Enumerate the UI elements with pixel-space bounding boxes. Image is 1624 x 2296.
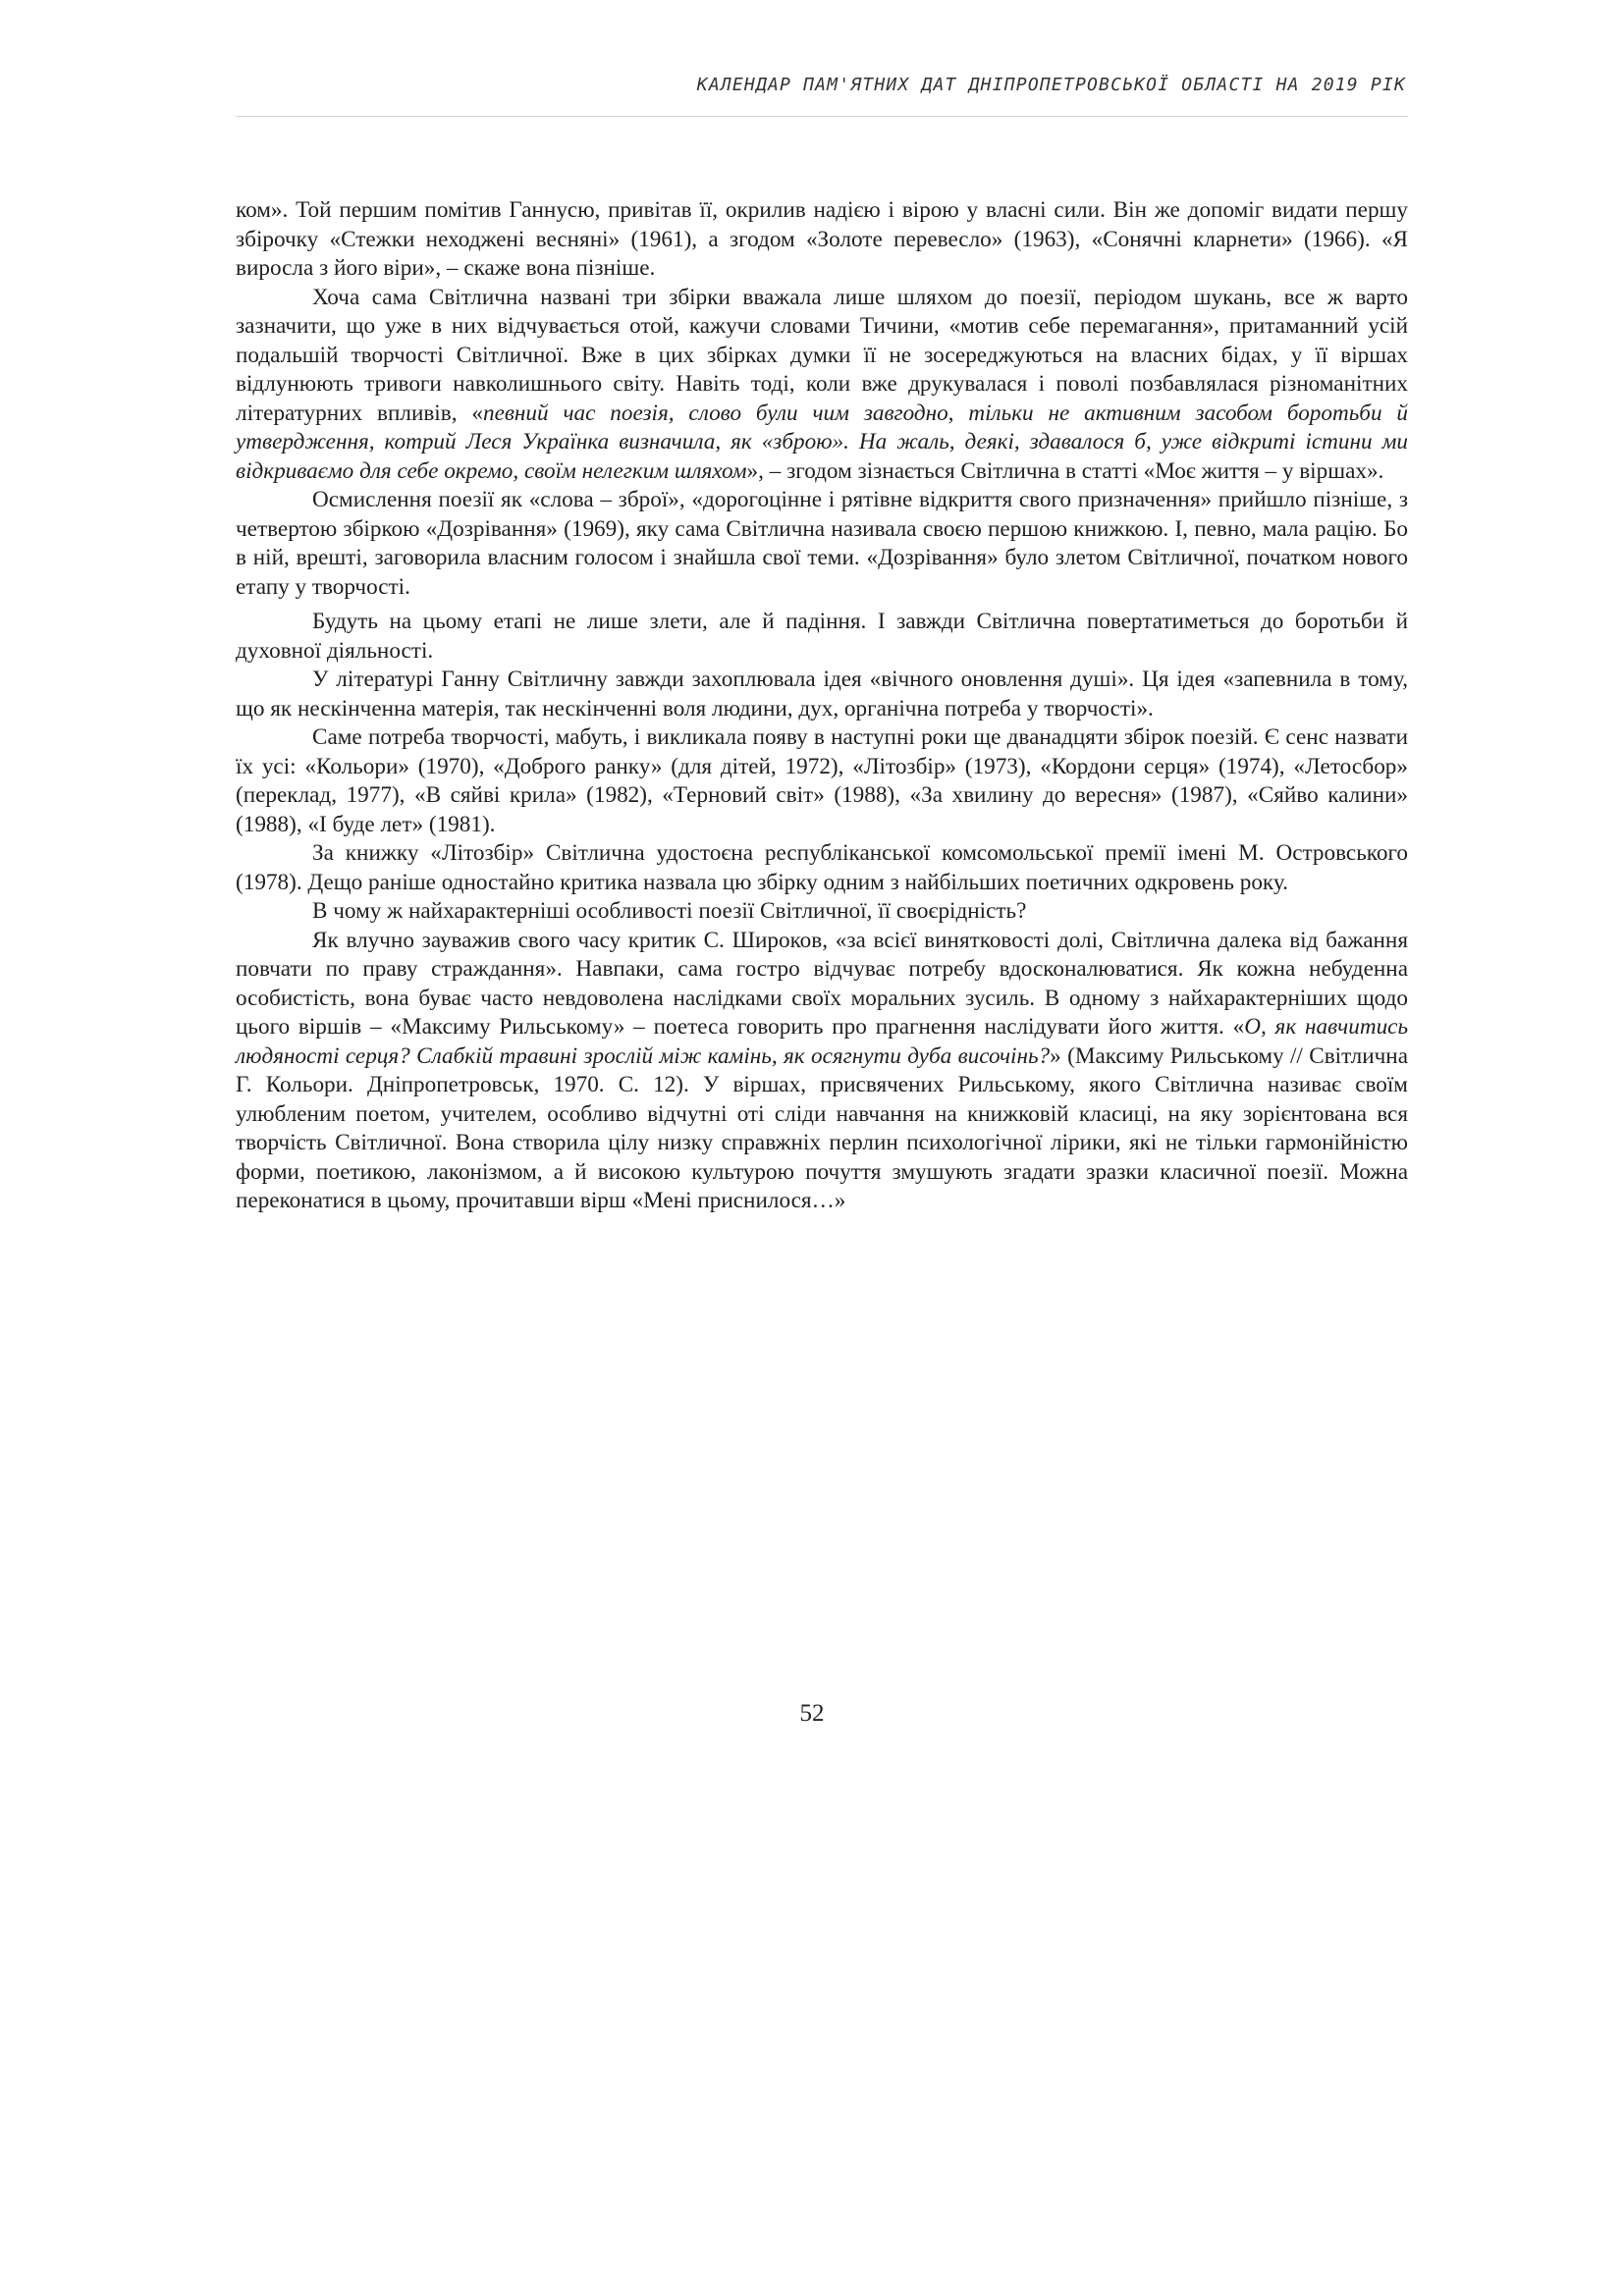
paragraph: Саме потреба творчості, мабуть, і викликала появу в наступні роки ще дванадцяти збірок поезій. Є сенс назвати їх усі: «Кольори» (1970), «Доброго ранку» (для дітей, 1972), «Літозбір» (1973), «Кордони серця» (1974), «Летосбор» (переклад, 1977), «В сяйві крила» (1982), «Терновий світ» (1988), «За хвилину до вересня» (1987), «Сяйво калини» (1988), «І буде лет» (1981). [236, 724, 1408, 837]
paragraph-text: Як влучно зауважив свого часу критик С. Широков, «за всієї винятковості долі, Світлична далека від бажання повчати по праву страждання». Навпаки, сама гостро відчуває потребу вдосконалюватися. Як кожна небуденна особистість, вона буває часто невдоволена наслідками своїх моральних зусиль. В одному з найхарактерніших щодо цього віршів – «Максиму Рильському» – поетеса говорить про прагнення наслідувати його життя. « [236, 927, 1408, 1040]
running-header: КАЛЕНДАР ПАМ'ЯТНИХ ДАТ ДНІПРОПЕТРОВСЬКОЇ ОБЛАСТІ НА 2019 РІК [696, 75, 1406, 95]
paragraph-text: » (Максиму Рильському // Світлична Г. Кольори. Дніпропетровськ, 1970. С. 12). У віршах, присвячених Рильському, якого Світлична називає своїм улюбленим поетом, учителем, особливо відчутні оті сліди навчання на книжковій класиці, на яку зорієнтована вся творчість Світличної. Вона створила цілу низку справжніх перлин психологічної лірики, які не тільки гармонійністю форми, поетикою, лаконізмом, а й високою культурою почуття змушують згадати зразки класичної поезії. Можна переконатися в цьому, прочитавши вірш «Мені приснилося…» [236, 1042, 1409, 1213]
paragraph: Осмислення поезії як «слова – зброї», «дорогоцінне і рятівне відкриття свого призначення» прийшло пізніше, з четвертою збіркою «Дозрівання» (1969), яку сама Світлична називала своєю першою книжкою. І, певно, мала рацію. Бо в ній, врешті, заговорила власним голосом і знайшла свої теми. «Дозрівання» було злетом Світличної, початком нового етапу у творчості. [236, 487, 1408, 600]
paragraph: ком». Той першим помітив Ганнусю, привітав її, окрилив надією і вірою у власні сили. Він же допоміг видати першу збірочку «Стежки неходжені весняні» (1961), а згодом «Золоте перевесло» (1963), «Сонячні кларнети» (1966). «Я виросла з його віри», – скаже вона пізніше. [236, 197, 1408, 281]
paragraph [236, 284, 1408, 487]
italic-quote: О, як навчитись людяності серця? Слабкій травині зрослій між камінь, як осягнути дуба височінь? [236, 1014, 1409, 1069]
paragraph: У літературі Ганну Світличну завжди захоплювала ідея «вічного оновлення душі». Ця ідея «запевнила в тому, що як нескінченна матерія, так нескінченні воля людини, дух, органічна потреба у творчості». [236, 667, 1408, 721]
paragraph [236, 927, 1408, 1216]
paragraph: За книжку «Літозбір» Світлична удостоєна республіканської комсомольської премії імені М. Островського (1978). Дещо раніше одностайно критика назвала цю збірку одним з найбільших поетичних одкровень року. [236, 840, 1408, 895]
paragraph: В чому ж найхарактерніші особливості поезії Світличної, її своєрідність? [312, 898, 1027, 924]
page-number: 52 [799, 1700, 825, 1727]
article-body [236, 196, 1408, 1216]
paragraph-text: Хоча сама Світлична названі три збірки вважала лише шляхом до поезії, періодом шукань, все ж варто зазначити, що уже в них відчувається отой, кажучи словами Тичини, «мотив себе перемагання», притаманний усій подальшій творчості Світличної. Вже в цих збірках думки її не зосереджуються на власних бідах, у її віршах відлунюють тривоги навколишнього світу. Навіть тоді, коли вже друкувалася і поволі позбавлялася різноманітних літературних впливів, « [236, 284, 1408, 426]
paragraph-text: », – згодом зізнається Світлична в статті «Моє життя – у віршах». [746, 457, 1384, 484]
header-divider [236, 116, 1408, 117]
italic-quote: певний час поезія, слово були чим завгодно, тільки не активним засобом боротьби й утвердження, котрий Леся Українка визначила, як «зброю». На жаль, деякі, здавалося б, уже відкриті істини ми відкриваємо для себе окремо, своїм нелегким шляхом [236, 400, 1408, 484]
paragraph: Будуть на цьому етапі не лише злети, але й падіння. І завжди Світлична повертатиметься до боротьби й духовної діяльності. [236, 609, 1408, 664]
